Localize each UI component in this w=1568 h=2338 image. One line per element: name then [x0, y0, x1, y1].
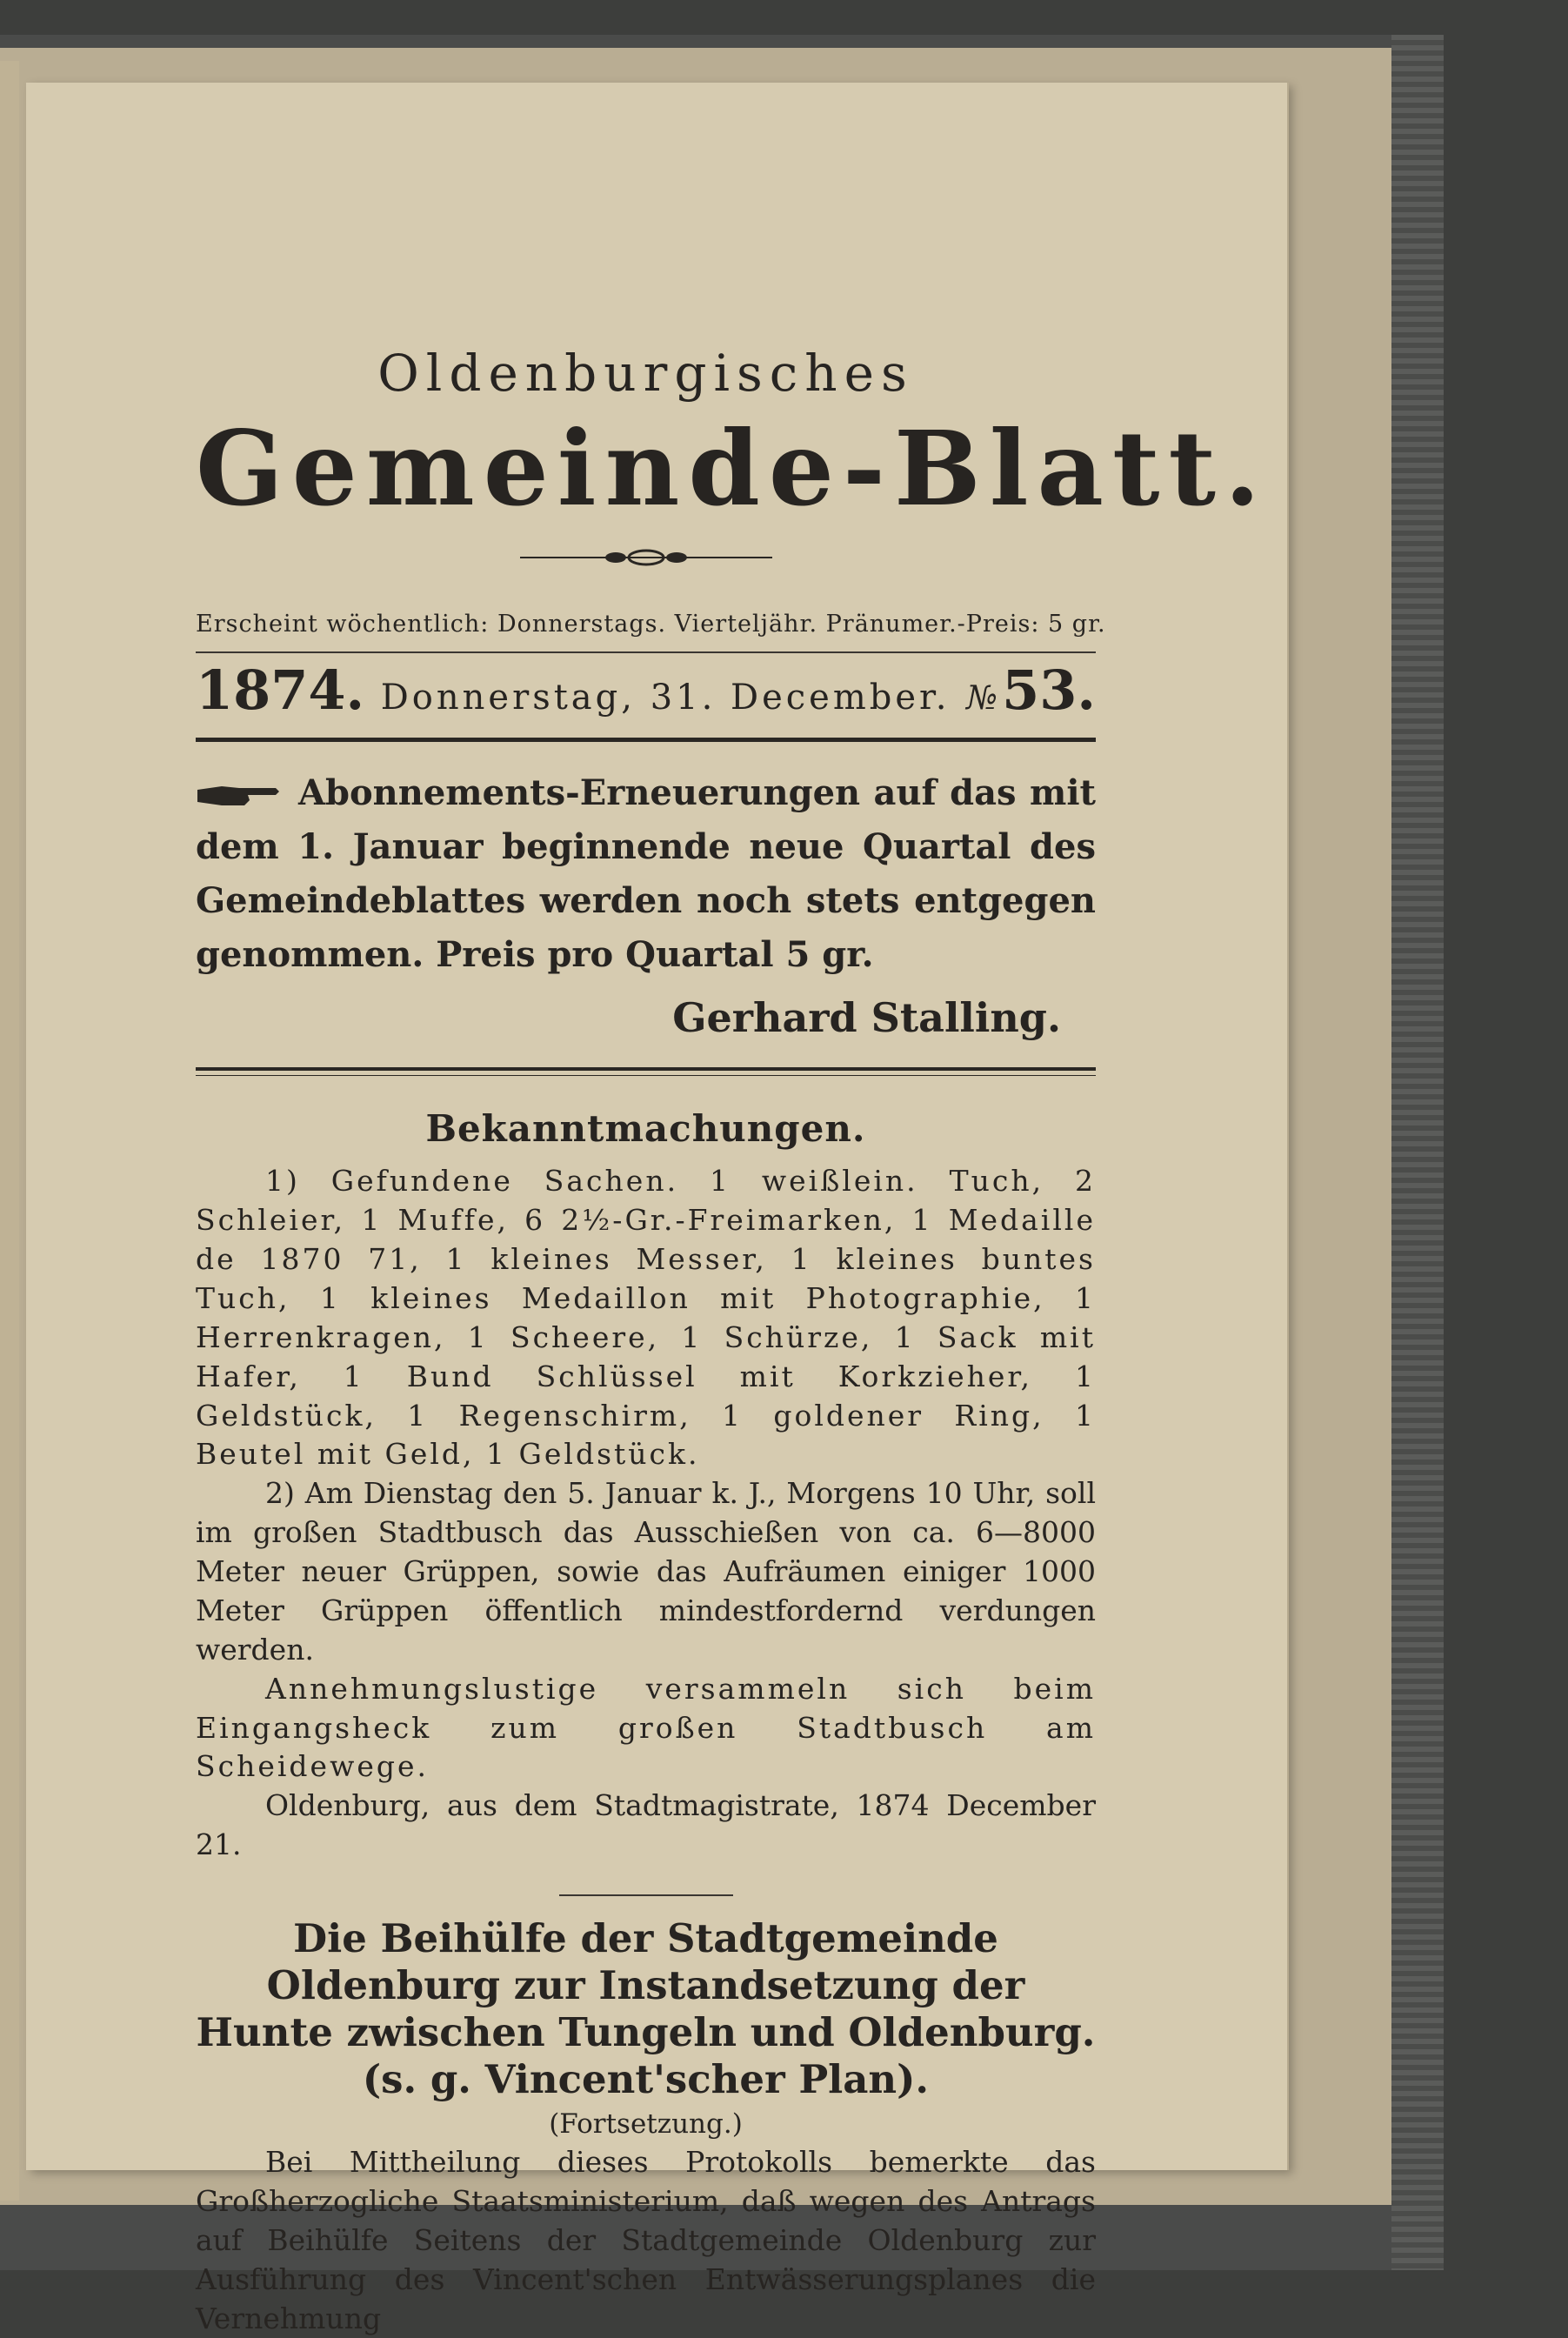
announcement-item: Annehmungslustige versammeln sich beim Eingangsheck zum großen Stadtbusch am Scheidewege.: [196, 1671, 1096, 1784]
book-binding: [1391, 35, 1444, 2270]
article-title: Die Beihülfe der Stadtgemeinde Oldenburg zur Instandsetzung der Hunte zwischen Tungeln und Oldenburg. (s. g. Vincent'scher Plan).: [196, 1915, 1096, 2103]
notice-text: Abonnements-Erneuerungen auf das mit dem 1. Januar beginnende neue Quartal des Gemeindeblattes werden noch stets entgegen genommen. Preis pro Quartal 5 gr.: [196, 772, 1096, 976]
subscription-notice: [196, 766, 1096, 982]
page-content: [196, 344, 1270, 2338]
publication-info: Erscheint wöchentlich: Donnerstags. Vierteljähr. Pränumer.-Preis: 5 gr.: [196, 611, 1106, 638]
issue-year: 1874.: [196, 658, 365, 723]
newspaper-page: [26, 83, 1287, 2335]
divider: [196, 651, 1096, 653]
article-continuation: (Fortsetzung.): [549, 2108, 743, 2141]
article-body: Bei Mittheilung dieses Protokolls bemerkte das Großherzogliche Staatsministerium, daß wegen des Antrags auf Beihülfe Seitens der Stadtgemeinde Oldenburg zur Ausführung des Vincent'schen Entwässerungsplanes die Vernehmung: [196, 2145, 1096, 2335]
notice-signature: Gerhard Stalling.: [672, 994, 1061, 1042]
pointing-hand-icon: [196, 781, 283, 811]
issue-date: Donnerstag, 31. December.: [380, 678, 951, 718]
issue-number: 53.: [1002, 658, 1096, 723]
announcement-closing: Oldenburg, aus dem Stadtmagistrate, 1874 December 21.: [196, 1788, 1096, 1862]
masthead-title: Gemeinde-Blatt.: [196, 407, 1270, 529]
divider: [196, 1067, 1096, 1076]
divider: [196, 738, 1096, 742]
announcements-title: Bekanntmachungen.: [425, 1107, 866, 1151]
issue-dateline: [196, 658, 1096, 722]
number-label: №: [966, 678, 998, 718]
ornament-divider-icon: [520, 548, 772, 567]
divider: [559, 1894, 733, 1896]
announcement-item: 2) Am Dienstag den 5. Januar k. J., Morgens 10 Uhr, soll im großen Stadtbusch das Ausschießen von ca. 6—8000 Meter neuer Grüppen, sowie das Aufräumen einiger 1000 Meter Grüppen öffentlich mindestfordernd verdungen werden.: [196, 1476, 1096, 1667]
page-edge: [0, 61, 19, 2201]
announcement-item: 1) Gefundene Sachen. 1 weißlein. Tuch, 2 Schleier, 1 Muffe, 6 2½-Gr.-Freimarken, 1 Medaille de 1870 71, 1 kleines Messer, 1 kleines buntes Tuch, 1 kleines Medaillon mit Photographie, 1 Herrenkragen, 1 Scheere, 1 Schürze, 1 Sack mit Hafer, 1 Bund Schlüssel mit Korkzieher, 1 Geldstück, 1 Regenschirm, 1 goldener Ring, 1 Beutel mit Geld, 1 Geldstück.: [196, 1164, 1096, 1472]
issue-number-group: [966, 658, 1096, 722]
masthead-subtitle: Oldenburgisches: [377, 344, 914, 403]
